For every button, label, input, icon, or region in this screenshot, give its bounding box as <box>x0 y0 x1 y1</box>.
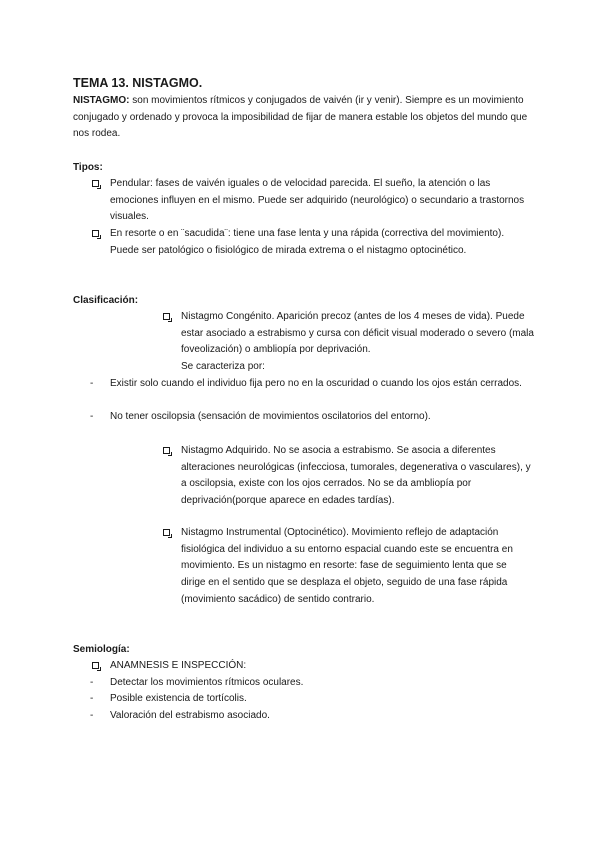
semiologia-dash-1 <box>90 675 530 692</box>
semiologia-dash-3 <box>90 708 530 725</box>
tipos-item-text: En resorte o en ¨sacudida¨: tiene una fase lenta y una rápida (correctiva del movimiento). Puede ser patológico o fisiológico de mirada extrema o el nistagmo optocinético. <box>110 228 505 256</box>
clasificacion-heading: Clasificación: <box>73 295 139 306</box>
tipos-heading: Tipos: <box>73 162 103 173</box>
semiologia-heading: Semiología: <box>73 644 130 655</box>
dash-text: Detectar los movimientos rítmicos oculares. <box>110 677 304 688</box>
semiologia-dash-2 <box>90 691 530 708</box>
intro-text: son movimientos rítmicos y conjugados de vaivén (ir y venir). Siempre es un movimiento conjugado y ordenado y provoca la imposibilidad de fijar de manera estable los objetos del mundo que nos rodea. <box>73 95 528 140</box>
intro-paragraph <box>73 93 531 143</box>
caracteriza-dash-2 <box>90 409 530 426</box>
congenito-text: Nistagmo Congénito. Aparición precoz (antes de los 4 meses de vida). Puede estar asociado a estrabismo y cursa con déficit visual moderado o severo (mala foveolización) o ambliopía por deprivación. <box>181 311 534 356</box>
dash-text: Valoración del estrabismo asociado. <box>110 710 270 721</box>
dash-bullet-icon: - <box>90 710 94 721</box>
instrumental-text: Nistagmo Instrumental (Optocinético). Movimiento reflejo de adaptación fisiológica del individuo a su entorno espacial cuando este se encuentra en movimiento. Es un nistagmo en resorte: fase de seguimiento lenta que se dirige en el sentido que se desplaza el objeto, seguido de una fase rápida (movimiento sacádico) de sentido contrario. <box>181 527 513 605</box>
anamnesis-text: ANAMNESIS E INSPECCIÓN: <box>110 660 247 671</box>
clasificacion-adquirido <box>163 443 538 510</box>
caracteriza-dash-1 <box>90 376 530 393</box>
dash-bullet-icon: - <box>90 693 94 704</box>
checkbox-bullet-icon <box>92 230 99 237</box>
tipos-item-resorte <box>92 226 512 259</box>
dash-bullet-icon: - <box>90 378 94 389</box>
checkbox-bullet-icon <box>163 447 170 454</box>
clasificacion-instrumental <box>163 525 523 609</box>
dash-bullet-icon: - <box>90 411 94 422</box>
page-title: TEMA 13. NISTAGMO. <box>73 76 203 90</box>
tipos-item-pendular <box>92 176 532 226</box>
dash-text: Posible existencia de tortícolis. <box>110 693 247 704</box>
checkbox-bullet-icon <box>92 662 99 669</box>
dash-bullet-icon: - <box>90 677 94 688</box>
checkbox-bullet-icon <box>163 313 170 320</box>
checkbox-bullet-icon <box>163 529 170 536</box>
adquirido-text: Nistagmo Adquirido. No se asocia a estrabismo. Se asocia a diferentes alteraciones neurológicas (infecciosa, tumorales, degenerativa o vasculares), y a oscilopsia, existe con los ojos cerrados. No se da ambliopía por deprivación(porque aparece en edades tardías). <box>181 445 531 507</box>
clasificacion-congenito <box>163 309 538 359</box>
semiologia-anamnesis <box>92 658 532 675</box>
caracteriza-label: Se caracteriza por: <box>181 361 265 372</box>
dash-text: Existir solo cuando el individuo fija pero no en la oscuridad o cuando los ojos están cerrados. <box>110 378 522 389</box>
checkbox-bullet-icon <box>92 180 99 187</box>
intro-term: NISTAGMO: <box>73 95 130 106</box>
dash-text: No tener oscilopsia (sensación de movimientos oscilatorios del entorno). <box>110 411 431 422</box>
tipos-item-text: Pendular: fases de vaivén iguales o de velocidad parecida. El sueño, la atención o las emociones influyen en el mismo. Puede ser adquirido (neurológico) o secundario a trastornos visuales. <box>110 178 525 223</box>
